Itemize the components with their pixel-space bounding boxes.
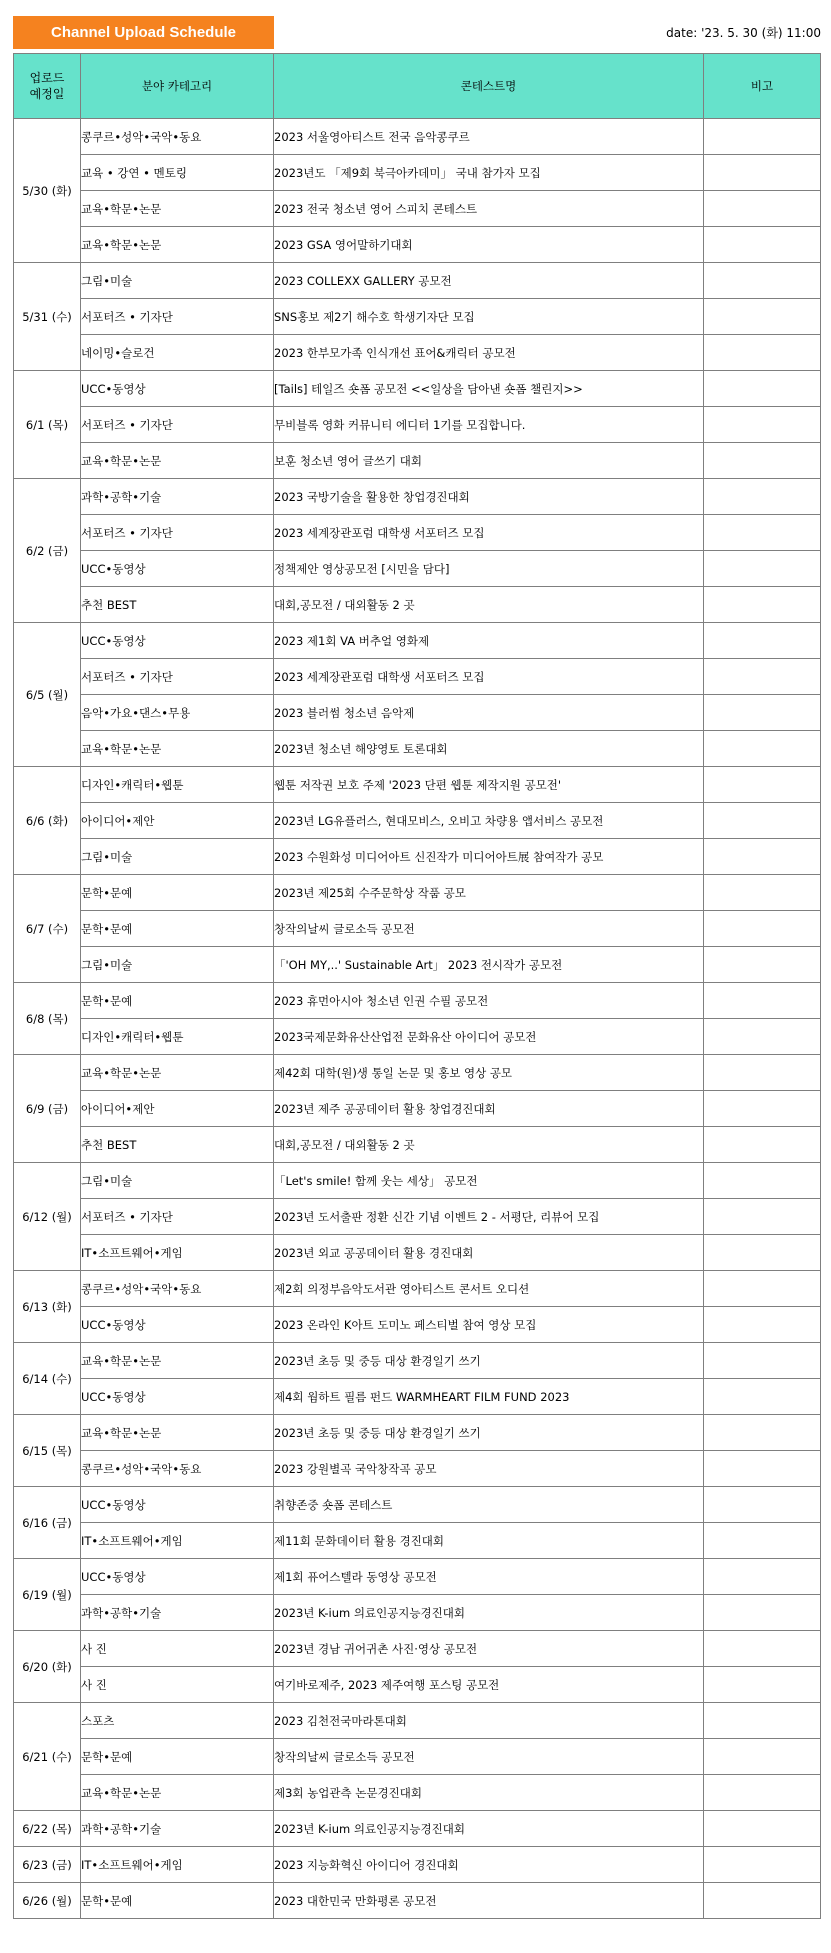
category-cell: UCC•동영상 (81, 551, 274, 587)
schedule-table (13, 53, 821, 1919)
table-row (14, 1847, 821, 1883)
contest-name-cell: 2023국제문화유산산업전 문화유산 아이디어 공모전 (274, 1019, 704, 1055)
upload-date-cell: 6/8 (목) (14, 983, 81, 1055)
table-row (14, 1811, 821, 1847)
category-cell: 교육•학문•논문 (81, 1343, 274, 1379)
upload-date-cell: 6/21 (수) (14, 1703, 81, 1811)
table-row (14, 1451, 821, 1487)
upload-date-cell: 6/5 (월) (14, 623, 81, 767)
table-row (14, 1199, 821, 1235)
category-cell: 서포터즈 • 기자단 (81, 659, 274, 695)
contest-name-cell: 2023 온라인 K아트 도미노 페스티벌 참여 영상 모집 (274, 1307, 704, 1343)
table-row (14, 515, 821, 551)
note-cell (704, 1451, 821, 1487)
table-row (14, 1091, 821, 1127)
contest-name-cell: 대회,공모전 / 대외활동 2 곳 (274, 1127, 704, 1163)
table-row (14, 1775, 821, 1811)
note-cell (704, 1847, 821, 1883)
category-cell: 문학•문예 (81, 983, 274, 1019)
table-row (14, 191, 821, 227)
contest-name-cell: 2023년 K-ium 의료인공지능경진대회 (274, 1811, 704, 1847)
table-row (14, 1667, 821, 1703)
contest-name-cell: 2023 강원별곡 국악창작곡 공모 (274, 1451, 704, 1487)
table-row (14, 1019, 821, 1055)
contest-name-cell: 제42회 대학(원)생 통일 논문 및 홍보 영상 공모 (274, 1055, 704, 1091)
table-row (14, 1559, 821, 1595)
table-row (14, 1127, 821, 1163)
contest-name-cell: 2023 제1회 VA 버추얼 영화제 (274, 623, 704, 659)
note-cell (704, 911, 821, 947)
table-row (14, 299, 821, 335)
note-cell (704, 1199, 821, 1235)
contest-name-cell: 2023 수원화성 미디어아트 신진작가 미디어아트展 참여작가 공모 (274, 839, 704, 875)
upload-date-cell: 6/19 (월) (14, 1559, 81, 1631)
category-cell: 콩쿠르•성악•국악•동요 (81, 1451, 274, 1487)
category-cell: IT•소프트웨어•게임 (81, 1523, 274, 1559)
table-row (14, 1631, 821, 1667)
category-cell: 스포츠 (81, 1703, 274, 1739)
category-cell: 추천 BEST (81, 587, 274, 623)
table-row (14, 731, 821, 767)
contest-name-cell: 2023 GSA 영어말하기대회 (274, 227, 704, 263)
table-row (14, 227, 821, 263)
category-cell: 서포터즈 • 기자단 (81, 1199, 274, 1235)
contest-name-cell: 정책제안 영상공모전 [시민을 담다] (274, 551, 704, 587)
note-cell (704, 1019, 821, 1055)
category-cell: 교육•학문•논문 (81, 443, 274, 479)
header-note: 비고 (704, 54, 821, 119)
note-cell (704, 119, 821, 155)
note-cell (704, 839, 821, 875)
category-cell: 그림•미술 (81, 1163, 274, 1199)
contest-name-cell: 2023 지능화혁신 아이디어 경진대회 (274, 1847, 704, 1883)
upload-date-cell: 6/23 (금) (14, 1847, 81, 1883)
note-cell (704, 1667, 821, 1703)
note-cell (704, 1343, 821, 1379)
category-cell: 문학•문예 (81, 1739, 274, 1775)
header-upload-date-line2: 예정일 (29, 87, 65, 101)
category-cell: 디자인•캐릭터•웹툰 (81, 767, 274, 803)
note-cell (704, 371, 821, 407)
upload-date-cell: 6/13 (화) (14, 1271, 81, 1343)
table-row (14, 1523, 821, 1559)
category-cell: 그림•미술 (81, 839, 274, 875)
category-cell: UCC•동영상 (81, 1559, 274, 1595)
contest-name-cell: 2023 국방기술을 활용한 창업경진대회 (274, 479, 704, 515)
note-cell (704, 407, 821, 443)
note-cell (704, 1307, 821, 1343)
note-cell (704, 1163, 821, 1199)
table-row (14, 695, 821, 731)
note-cell (704, 659, 821, 695)
contest-name-cell: 웹툰 저작권 보호 주제 '2023 단편 웹툰 제작지원 공모전' (274, 767, 704, 803)
note-cell (704, 1523, 821, 1559)
table-row (14, 155, 821, 191)
note-cell (704, 1379, 821, 1415)
note-cell (704, 1811, 821, 1847)
contest-name-cell: 2023 김천전국마라톤대회 (274, 1703, 704, 1739)
contest-name-cell: 2023년 제주 공공데이터 활용 창업경진대회 (274, 1091, 704, 1127)
header-upload-date (14, 54, 81, 119)
category-cell: 교육•학문•논문 (81, 227, 274, 263)
contest-name-cell: 2023 COLLEXX GALLERY 공모전 (274, 263, 704, 299)
category-cell: 과학•공학•기술 (81, 1811, 274, 1847)
note-cell (704, 335, 821, 371)
category-cell: 교육•학문•논문 (81, 731, 274, 767)
category-cell: 콩쿠르•성악•국악•동요 (81, 1271, 274, 1307)
table-row (14, 1883, 821, 1919)
contest-name-cell: 제1회 퓨어스텔라 동영상 공모전 (274, 1559, 704, 1595)
note-cell (704, 1271, 821, 1307)
contest-name-cell: 여기바로제주, 2023 제주여행 포스팅 공모전 (274, 1667, 704, 1703)
category-cell: UCC•동영상 (81, 1307, 274, 1343)
note-cell (704, 1415, 821, 1451)
contest-name-cell: 2023년 도서출판 정환 신간 기념 이벤트 2 - 서평단, 리뷰어 모집 (274, 1199, 704, 1235)
contest-name-cell: 「'OH MY,..' Sustainable Art」 2023 전시작가 공모전 (274, 947, 704, 983)
note-cell (704, 551, 821, 587)
table-row (14, 1595, 821, 1631)
category-cell: 문학•문예 (81, 911, 274, 947)
table-row (14, 1703, 821, 1739)
contest-name-cell: 「Let's smile! 함께 웃는 세상」 공모전 (274, 1163, 704, 1199)
contest-name-cell: 제2회 의정부음악도서관 영아티스트 콘서트 오디션 (274, 1271, 704, 1307)
category-cell: 사 진 (81, 1667, 274, 1703)
table-row (14, 911, 821, 947)
category-cell: 서포터즈 • 기자단 (81, 407, 274, 443)
contest-name-cell: 2023년 초등 및 중등 대상 환경일기 쓰기 (274, 1343, 704, 1379)
table-row (14, 443, 821, 479)
category-cell: 교육•학문•논문 (81, 191, 274, 227)
note-cell (704, 1235, 821, 1271)
upload-date-cell: 6/15 (목) (14, 1415, 81, 1487)
note-cell (704, 191, 821, 227)
table-row (14, 1235, 821, 1271)
note-cell (704, 299, 821, 335)
contest-name-cell: 2023년 경남 귀어귀촌 사진·영상 공모전 (274, 1631, 704, 1667)
category-cell: 음악•가요•댄스•무용 (81, 695, 274, 731)
category-cell: 과학•공학•기술 (81, 1595, 274, 1631)
category-cell: 아이디어•제안 (81, 1091, 274, 1127)
table-row (14, 1739, 821, 1775)
category-cell: 사 진 (81, 1631, 274, 1667)
upload-date-cell: 6/2 (금) (14, 479, 81, 623)
table-row (14, 1487, 821, 1523)
note-cell (704, 1883, 821, 1919)
header-category: 분야 카테고리 (81, 54, 274, 119)
contest-name-cell: 2023 블러썸 청소년 음악제 (274, 695, 704, 731)
contest-name-cell: 2023년 LG유플러스, 현대모비스, 오비고 차량용 앱서비스 공모전 (274, 803, 704, 839)
note-cell (704, 947, 821, 983)
contest-name-cell: 2023년 청소년 해양영토 토론대회 (274, 731, 704, 767)
upload-date-cell: 6/1 (목) (14, 371, 81, 479)
note-cell (704, 1091, 821, 1127)
upload-date-cell: 6/9 (금) (14, 1055, 81, 1163)
contest-name-cell: 2023년 초등 및 중등 대상 환경일기 쓰기 (274, 1415, 704, 1451)
table-row (14, 587, 821, 623)
contest-name-cell: 제11회 문화데이터 활용 경진대회 (274, 1523, 704, 1559)
category-cell: 교육•학문•논문 (81, 1415, 274, 1451)
table-row (14, 263, 821, 299)
category-cell: 콩쿠르•성악•국악•동요 (81, 119, 274, 155)
note-cell (704, 695, 821, 731)
contest-name-cell: 2023년도 「제9회 북극아카데미」 국내 참가자 모집 (274, 155, 704, 191)
table-row (14, 803, 821, 839)
table-row (14, 1055, 821, 1091)
contest-name-cell: 무비블록 영화 커뮤니티 에디터 1기를 모집합니다. (274, 407, 704, 443)
upload-date-cell: 5/31 (수) (14, 263, 81, 371)
note-cell (704, 1127, 821, 1163)
category-cell: 추천 BEST (81, 1127, 274, 1163)
table-row (14, 767, 821, 803)
category-cell: IT•소프트웨어•게임 (81, 1235, 274, 1271)
note-cell (704, 587, 821, 623)
note-cell (704, 1487, 821, 1523)
contest-name-cell: 제3회 농업관측 논문경진대회 (274, 1775, 704, 1811)
category-cell: UCC•동영상 (81, 1379, 274, 1415)
schedule-date: date: '23. 5. 30 (화) 11:00 (666, 26, 821, 40)
contest-name-cell: 2023 휴먼아시아 청소년 인권 수필 공모전 (274, 983, 704, 1019)
note-cell (704, 227, 821, 263)
category-cell: 그림•미술 (81, 947, 274, 983)
note-cell (704, 1595, 821, 1631)
category-cell: UCC•동영상 (81, 371, 274, 407)
table-row (14, 1307, 821, 1343)
note-cell (704, 767, 821, 803)
upload-date-cell: 6/6 (화) (14, 767, 81, 875)
schedule-title: Channel Upload Schedule (13, 16, 274, 49)
category-cell: 서포터즈 • 기자단 (81, 515, 274, 551)
note-cell (704, 263, 821, 299)
note-cell (704, 443, 821, 479)
table-row (14, 1379, 821, 1415)
note-cell (704, 479, 821, 515)
note-cell (704, 515, 821, 551)
table-row (14, 1163, 821, 1199)
contest-name-cell: 보훈 청소년 영어 글쓰기 대회 (274, 443, 704, 479)
table-row (14, 1343, 821, 1379)
header-upload-date-line1: 업로드 (29, 71, 65, 85)
contest-name-cell: 취향존중 숏폼 콘테스트 (274, 1487, 704, 1523)
contest-name-cell: 2023년 K-ium 의료인공지능경진대회 (274, 1595, 704, 1631)
table-row (14, 947, 821, 983)
table-row (14, 407, 821, 443)
contest-name-cell: SNS홍보 제2기 해수호 학생기자단 모집 (274, 299, 704, 335)
upload-date-cell: 6/22 (목) (14, 1811, 81, 1847)
category-cell: 네이밍•슬로건 (81, 335, 274, 371)
category-cell: 디자인•캐릭터•웹툰 (81, 1019, 274, 1055)
category-cell: IT•소프트웨어•게임 (81, 1847, 274, 1883)
note-cell (704, 623, 821, 659)
note-cell (704, 1703, 821, 1739)
contest-name-cell: 2023년 제25회 수주문학상 작품 공모 (274, 875, 704, 911)
upload-date-cell: 5/30 (화) (14, 119, 81, 263)
note-cell (704, 875, 821, 911)
contest-name-cell: 2023 대한민국 만화평론 공모전 (274, 1883, 704, 1919)
category-cell: 교육•학문•논문 (81, 1055, 274, 1091)
contest-name-cell: 대회,공모전 / 대외활동 2 곳 (274, 587, 704, 623)
upload-date-cell: 6/12 (월) (14, 1163, 81, 1271)
category-cell: UCC•동영상 (81, 1487, 274, 1523)
category-cell: 교육•학문•논문 (81, 1775, 274, 1811)
category-cell: 그림•미술 (81, 263, 274, 299)
table-row (14, 479, 821, 515)
note-cell (704, 1055, 821, 1091)
table-row (14, 623, 821, 659)
table-row (14, 1415, 821, 1451)
note-cell (704, 1631, 821, 1667)
note-cell (704, 983, 821, 1019)
contest-name-cell: [Tails] 테일즈 숏폼 공모전 <<일상을 담아낸 숏폼 챌린지>> (274, 371, 704, 407)
contest-name-cell: 2023 서울영아티스트 전국 음악콩쿠르 (274, 119, 704, 155)
table-body (14, 119, 821, 1919)
note-cell (704, 1775, 821, 1811)
contest-name-cell: 2023년 외교 공공데이터 활용 경진대회 (274, 1235, 704, 1271)
contest-name-cell: 2023 전국 청소년 영어 스피치 콘테스트 (274, 191, 704, 227)
table-row (14, 839, 821, 875)
note-cell (704, 1739, 821, 1775)
table-row (14, 1271, 821, 1307)
contest-name-cell: 2023 세계장관포럼 대학생 서포터즈 모집 (274, 659, 704, 695)
table-row (14, 983, 821, 1019)
category-cell: 문학•문예 (81, 1883, 274, 1919)
table-header-row (14, 54, 821, 119)
category-cell: 아이디어•제안 (81, 803, 274, 839)
table-row (14, 371, 821, 407)
note-cell (704, 731, 821, 767)
upload-date-cell: 6/26 (월) (14, 1883, 81, 1919)
note-cell (704, 803, 821, 839)
table-row (14, 551, 821, 587)
header-contest-name: 콘테스트명 (274, 54, 704, 119)
table-row (14, 119, 821, 155)
contest-name-cell: 창작의날씨 글로소득 공모전 (274, 1739, 704, 1775)
upload-date-cell: 6/20 (화) (14, 1631, 81, 1703)
upload-date-cell: 6/7 (수) (14, 875, 81, 983)
table-row (14, 335, 821, 371)
upload-date-cell: 6/14 (수) (14, 1343, 81, 1415)
table-row (14, 659, 821, 695)
category-cell: 문학•문예 (81, 875, 274, 911)
contest-name-cell: 창작의날씨 글로소득 공모전 (274, 911, 704, 947)
category-cell: UCC•동영상 (81, 623, 274, 659)
upload-date-cell: 6/16 (금) (14, 1487, 81, 1559)
category-cell: 교육 • 강연 • 멘토링 (81, 155, 274, 191)
contest-name-cell: 2023 세계장관포럼 대학생 서포터즈 모집 (274, 515, 704, 551)
note-cell (704, 1559, 821, 1595)
table-row (14, 875, 821, 911)
contest-name-cell: 제4회 웜하트 필름 펀드 WARMHEART FILM FUND 2023 (274, 1379, 704, 1415)
category-cell: 서포터즈 • 기자단 (81, 299, 274, 335)
category-cell: 과학•공학•기술 (81, 479, 274, 515)
note-cell (704, 155, 821, 191)
contest-name-cell: 2023 한부모가족 인식개선 표어&캐릭터 공모전 (274, 335, 704, 371)
